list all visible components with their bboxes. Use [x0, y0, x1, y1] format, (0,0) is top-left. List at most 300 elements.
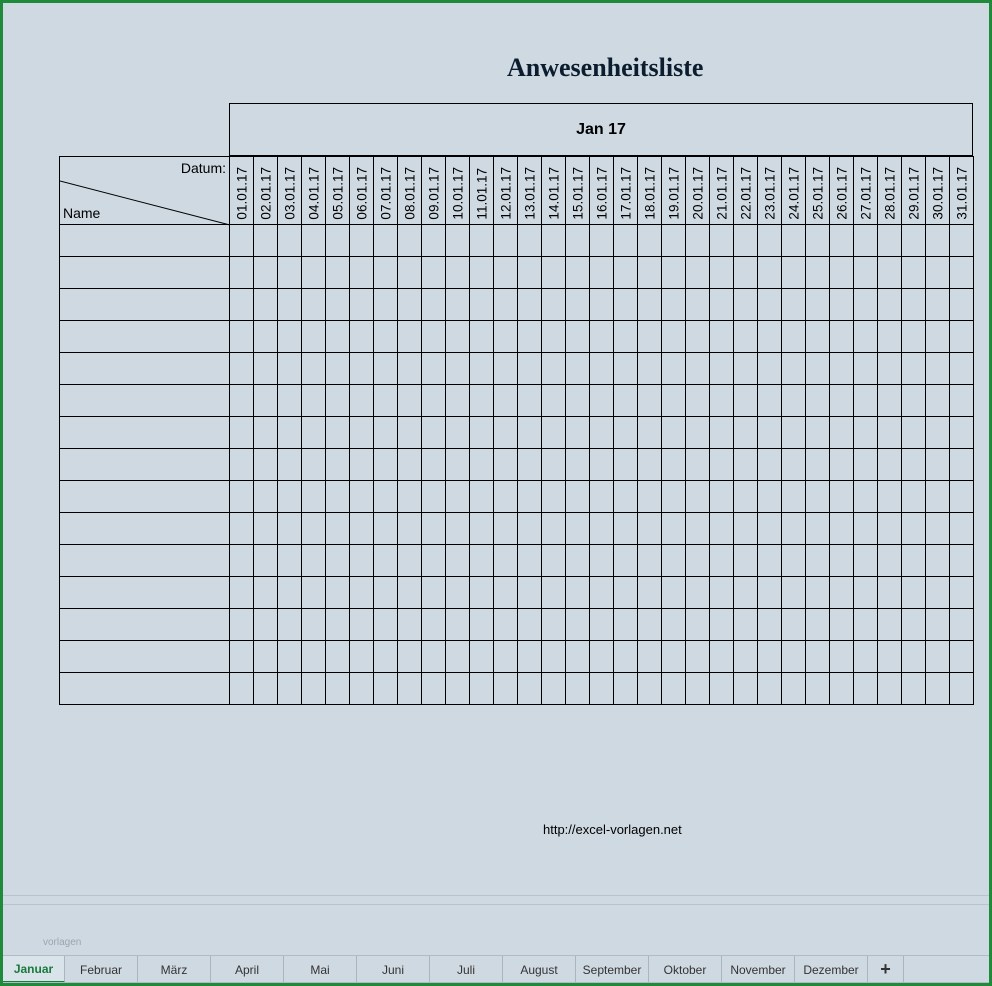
attendance-cell[interactable] — [638, 321, 662, 353]
attendance-cell[interactable] — [662, 641, 686, 673]
attendance-cell[interactable] — [782, 385, 806, 417]
attendance-cell[interactable] — [950, 481, 974, 513]
attendance-cell[interactable] — [734, 641, 758, 673]
attendance-cell[interactable] — [638, 225, 662, 257]
attendance-cell[interactable] — [302, 417, 326, 449]
attendance-cell[interactable] — [854, 641, 878, 673]
attendance-cell[interactable] — [374, 609, 398, 641]
attendance-cell[interactable] — [614, 545, 638, 577]
attendance-cell[interactable] — [374, 289, 398, 321]
attendance-cell[interactable] — [926, 673, 950, 705]
attendance-cell[interactable] — [638, 673, 662, 705]
attendance-cell[interactable] — [854, 449, 878, 481]
attendance-cell[interactable] — [398, 513, 422, 545]
attendance-cell[interactable] — [686, 289, 710, 321]
attendance-cell[interactable] — [806, 225, 830, 257]
date-header-cell[interactable] — [398, 157, 422, 225]
attendance-cell[interactable] — [542, 321, 566, 353]
attendance-cell[interactable] — [446, 353, 470, 385]
attendance-cell[interactable] — [470, 513, 494, 545]
attendance-cell[interactable] — [854, 513, 878, 545]
attendance-cell[interactable] — [350, 385, 374, 417]
attendance-cell[interactable] — [518, 449, 542, 481]
attendance-cell[interactable] — [758, 481, 782, 513]
date-header-cell[interactable] — [422, 157, 446, 225]
attendance-cell[interactable] — [878, 449, 902, 481]
attendance-cell[interactable] — [302, 321, 326, 353]
attendance-cell[interactable] — [326, 641, 350, 673]
attendance-cell[interactable] — [902, 513, 926, 545]
date-header-cell[interactable] — [902, 157, 926, 225]
attendance-cell[interactable] — [590, 513, 614, 545]
attendance-cell[interactable] — [950, 609, 974, 641]
attendance-cell[interactable] — [446, 545, 470, 577]
sheet-tab[interactable]: September — [576, 956, 649, 983]
attendance-cell[interactable] — [686, 257, 710, 289]
attendance-cell[interactable] — [518, 289, 542, 321]
attendance-cell[interactable] — [590, 673, 614, 705]
attendance-cell[interactable] — [830, 289, 854, 321]
attendance-cell[interactable] — [398, 353, 422, 385]
attendance-cell[interactable] — [566, 641, 590, 673]
attendance-cell[interactable] — [902, 321, 926, 353]
attendance-cell[interactable] — [542, 545, 566, 577]
attendance-cell[interactable] — [854, 609, 878, 641]
attendance-cell[interactable] — [950, 545, 974, 577]
attendance-cell[interactable] — [254, 673, 278, 705]
attendance-cell[interactable] — [830, 385, 854, 417]
attendance-cell[interactable] — [950, 449, 974, 481]
attendance-cell[interactable] — [926, 577, 950, 609]
attendance-cell[interactable] — [422, 353, 446, 385]
attendance-cell[interactable] — [326, 449, 350, 481]
attendance-cell[interactable] — [806, 641, 830, 673]
attendance-cell[interactable] — [326, 609, 350, 641]
attendance-cell[interactable] — [734, 225, 758, 257]
attendance-cell[interactable] — [230, 321, 254, 353]
date-header-cell[interactable] — [782, 157, 806, 225]
attendance-cell[interactable] — [518, 641, 542, 673]
attendance-cell[interactable] — [806, 321, 830, 353]
attendance-cell[interactable] — [518, 257, 542, 289]
attendance-cell[interactable] — [446, 481, 470, 513]
attendance-cell[interactable] — [518, 577, 542, 609]
attendance-cell[interactable] — [662, 353, 686, 385]
attendance-cell[interactable] — [710, 641, 734, 673]
attendance-cell[interactable] — [350, 641, 374, 673]
attendance-cell[interactable] — [710, 609, 734, 641]
attendance-cell[interactable] — [254, 577, 278, 609]
attendance-cell[interactable] — [542, 225, 566, 257]
attendance-cell[interactable] — [806, 257, 830, 289]
sheet-tab[interactable]: Juni — [357, 956, 430, 983]
attendance-cell[interactable] — [278, 417, 302, 449]
attendance-cell[interactable] — [398, 609, 422, 641]
attendance-cell[interactable] — [566, 353, 590, 385]
attendance-cell[interactable] — [398, 673, 422, 705]
attendance-cell[interactable] — [734, 481, 758, 513]
attendance-cell[interactable] — [542, 257, 566, 289]
attendance-cell[interactable] — [878, 609, 902, 641]
attendance-cell[interactable] — [254, 417, 278, 449]
attendance-cell[interactable] — [350, 577, 374, 609]
attendance-cell[interactable] — [350, 289, 374, 321]
date-header-cell[interactable] — [446, 157, 470, 225]
add-sheet-button[interactable]: + — [868, 956, 904, 983]
attendance-cell[interactable] — [662, 673, 686, 705]
attendance-cell[interactable] — [518, 545, 542, 577]
sheet-tab[interactable]: Mai — [284, 956, 357, 983]
attendance-cell[interactable] — [902, 673, 926, 705]
attendance-cell[interactable] — [398, 289, 422, 321]
attendance-cell[interactable] — [806, 673, 830, 705]
date-header-cell[interactable] — [254, 157, 278, 225]
attendance-cell[interactable] — [542, 449, 566, 481]
attendance-cell[interactable] — [326, 321, 350, 353]
attendance-cell[interactable] — [878, 225, 902, 257]
attendance-cell[interactable] — [590, 449, 614, 481]
attendance-cell[interactable] — [638, 513, 662, 545]
attendance-cell[interactable] — [470, 417, 494, 449]
attendance-cell[interactable] — [302, 609, 326, 641]
attendance-cell[interactable] — [566, 481, 590, 513]
attendance-cell[interactable] — [518, 321, 542, 353]
attendance-cell[interactable] — [686, 481, 710, 513]
name-cell[interactable] — [60, 225, 230, 257]
attendance-cell[interactable] — [926, 609, 950, 641]
attendance-cell[interactable] — [590, 545, 614, 577]
attendance-cell[interactable] — [686, 225, 710, 257]
attendance-cell[interactable] — [470, 449, 494, 481]
attendance-cell[interactable] — [710, 449, 734, 481]
attendance-cell[interactable] — [542, 385, 566, 417]
attendance-cell[interactable] — [950, 417, 974, 449]
attendance-cell[interactable] — [902, 577, 926, 609]
attendance-cell[interactable] — [422, 641, 446, 673]
attendance-cell[interactable] — [662, 609, 686, 641]
attendance-cell[interactable] — [518, 481, 542, 513]
date-header-cell[interactable] — [662, 157, 686, 225]
name-cell[interactable] — [60, 353, 230, 385]
attendance-cell[interactable] — [398, 577, 422, 609]
attendance-cell[interactable] — [278, 289, 302, 321]
attendance-cell[interactable] — [566, 513, 590, 545]
attendance-cell[interactable] — [902, 481, 926, 513]
date-header-cell[interactable] — [542, 157, 566, 225]
attendance-cell[interactable] — [854, 417, 878, 449]
attendance-cell[interactable] — [302, 353, 326, 385]
attendance-cell[interactable] — [950, 257, 974, 289]
attendance-cell[interactable] — [326, 577, 350, 609]
attendance-cell[interactable] — [710, 225, 734, 257]
attendance-cell[interactable] — [350, 609, 374, 641]
attendance-cell[interactable] — [926, 257, 950, 289]
attendance-cell[interactable] — [278, 481, 302, 513]
attendance-cell[interactable] — [830, 577, 854, 609]
attendance-cell[interactable] — [350, 449, 374, 481]
attendance-cell[interactable] — [782, 673, 806, 705]
name-cell[interactable] — [60, 385, 230, 417]
attendance-cell[interactable] — [710, 289, 734, 321]
attendance-cell[interactable] — [326, 545, 350, 577]
attendance-cell[interactable] — [734, 417, 758, 449]
attendance-cell[interactable] — [782, 417, 806, 449]
attendance-cell[interactable] — [326, 353, 350, 385]
attendance-cell[interactable] — [854, 673, 878, 705]
attendance-cell[interactable] — [446, 321, 470, 353]
attendance-cell[interactable] — [950, 385, 974, 417]
attendance-cell[interactable] — [926, 385, 950, 417]
attendance-cell[interactable] — [830, 609, 854, 641]
attendance-cell[interactable] — [350, 225, 374, 257]
attendance-cell[interactable] — [230, 673, 254, 705]
month-header[interactable]: Jan 17 — [229, 103, 973, 156]
attendance-cell[interactable] — [302, 673, 326, 705]
attendance-cell[interactable] — [278, 513, 302, 545]
attendance-cell[interactable] — [494, 609, 518, 641]
date-header-cell[interactable] — [686, 157, 710, 225]
attendance-cell[interactable] — [374, 513, 398, 545]
attendance-cell[interactable] — [494, 417, 518, 449]
attendance-cell[interactable] — [374, 353, 398, 385]
attendance-cell[interactable] — [926, 353, 950, 385]
attendance-cell[interactable] — [494, 257, 518, 289]
attendance-cell[interactable] — [542, 353, 566, 385]
attendance-cell[interactable] — [518, 225, 542, 257]
attendance-cell[interactable] — [806, 353, 830, 385]
attendance-cell[interactable] — [302, 257, 326, 289]
attendance-cell[interactable] — [758, 385, 782, 417]
name-cell[interactable] — [60, 481, 230, 513]
date-header-cell[interactable] — [350, 157, 374, 225]
attendance-cell[interactable] — [374, 321, 398, 353]
attendance-cell[interactable] — [926, 321, 950, 353]
attendance-cell[interactable] — [422, 385, 446, 417]
attendance-cell[interactable] — [230, 545, 254, 577]
name-cell[interactable] — [60, 449, 230, 481]
attendance-cell[interactable] — [806, 545, 830, 577]
attendance-cell[interactable] — [638, 545, 662, 577]
attendance-cell[interactable] — [470, 321, 494, 353]
attendance-cell[interactable] — [830, 225, 854, 257]
attendance-cell[interactable] — [614, 417, 638, 449]
attendance-cell[interactable] — [278, 673, 302, 705]
attendance-cell[interactable] — [542, 609, 566, 641]
attendance-cell[interactable] — [566, 417, 590, 449]
attendance-cell[interactable] — [494, 385, 518, 417]
date-header-cell[interactable] — [326, 157, 350, 225]
attendance-cell[interactable] — [950, 289, 974, 321]
attendance-cell[interactable] — [278, 577, 302, 609]
attendance-cell[interactable] — [302, 641, 326, 673]
attendance-cell[interactable] — [734, 257, 758, 289]
attendance-cell[interactable] — [470, 353, 494, 385]
attendance-cell[interactable] — [878, 577, 902, 609]
attendance-cell[interactable] — [470, 225, 494, 257]
attendance-cell[interactable] — [854, 577, 878, 609]
attendance-cell[interactable] — [614, 513, 638, 545]
date-header-cell[interactable] — [878, 157, 902, 225]
attendance-cell[interactable] — [470, 577, 494, 609]
attendance-cell[interactable] — [758, 609, 782, 641]
attendance-cell[interactable] — [470, 609, 494, 641]
attendance-cell[interactable] — [302, 289, 326, 321]
attendance-cell[interactable] — [422, 225, 446, 257]
attendance-cell[interactable] — [230, 385, 254, 417]
attendance-cell[interactable] — [782, 225, 806, 257]
attendance-cell[interactable] — [566, 545, 590, 577]
attendance-cell[interactable] — [278, 385, 302, 417]
attendance-cell[interactable] — [878, 481, 902, 513]
attendance-cell[interactable] — [926, 513, 950, 545]
name-cell[interactable] — [60, 417, 230, 449]
attendance-cell[interactable] — [422, 545, 446, 577]
attendance-cell[interactable] — [398, 481, 422, 513]
attendance-cell[interactable] — [278, 353, 302, 385]
attendance-cell[interactable] — [686, 385, 710, 417]
attendance-cell[interactable] — [734, 353, 758, 385]
attendance-cell[interactable] — [734, 545, 758, 577]
attendance-cell[interactable] — [446, 449, 470, 481]
attendance-cell[interactable] — [230, 417, 254, 449]
attendance-cell[interactable] — [878, 673, 902, 705]
attendance-cell[interactable] — [638, 609, 662, 641]
attendance-cell[interactable] — [710, 257, 734, 289]
attendance-cell[interactable] — [278, 449, 302, 481]
attendance-cell[interactable] — [830, 513, 854, 545]
attendance-cell[interactable] — [254, 449, 278, 481]
attendance-cell[interactable] — [782, 449, 806, 481]
attendance-cell[interactable] — [950, 577, 974, 609]
sheet-tab[interactable]: Oktober — [649, 956, 722, 983]
attendance-cell[interactable] — [878, 321, 902, 353]
attendance-cell[interactable] — [374, 481, 398, 513]
attendance-cell[interactable] — [230, 641, 254, 673]
attendance-cell[interactable] — [686, 673, 710, 705]
attendance-cell[interactable] — [302, 577, 326, 609]
sheet-tab[interactable]: Juli — [430, 956, 503, 983]
attendance-cell[interactable] — [494, 481, 518, 513]
name-cell[interactable] — [60, 641, 230, 673]
attendance-cell[interactable] — [422, 289, 446, 321]
attendance-cell[interactable] — [662, 225, 686, 257]
date-header-cell[interactable] — [302, 157, 326, 225]
attendance-cell[interactable] — [566, 321, 590, 353]
attendance-cell[interactable] — [590, 481, 614, 513]
attendance-cell[interactable] — [638, 417, 662, 449]
attendance-cell[interactable] — [758, 449, 782, 481]
attendance-cell[interactable] — [398, 225, 422, 257]
attendance-cell[interactable] — [446, 289, 470, 321]
name-cell[interactable] — [60, 257, 230, 289]
attendance-cell[interactable] — [806, 577, 830, 609]
attendance-cell[interactable] — [926, 289, 950, 321]
attendance-cell[interactable] — [686, 545, 710, 577]
attendance-cell[interactable] — [686, 321, 710, 353]
sheet-tab[interactable]: Dezember — [795, 956, 868, 983]
attendance-cell[interactable] — [782, 513, 806, 545]
attendance-cell[interactable] — [398, 257, 422, 289]
attendance-cell[interactable] — [614, 449, 638, 481]
attendance-cell[interactable] — [806, 417, 830, 449]
attendance-cell[interactable] — [494, 353, 518, 385]
attendance-cell[interactable] — [590, 417, 614, 449]
attendance-cell[interactable] — [374, 385, 398, 417]
attendance-cell[interactable] — [734, 577, 758, 609]
attendance-cell[interactable] — [398, 545, 422, 577]
attendance-cell[interactable] — [758, 513, 782, 545]
attendance-cell[interactable] — [614, 385, 638, 417]
attendance-cell[interactable] — [758, 577, 782, 609]
attendance-cell[interactable] — [878, 289, 902, 321]
attendance-cell[interactable] — [734, 513, 758, 545]
attendance-cell[interactable] — [422, 481, 446, 513]
attendance-cell[interactable] — [614, 481, 638, 513]
attendance-cell[interactable] — [494, 321, 518, 353]
attendance-cell[interactable] — [614, 225, 638, 257]
attendance-cell[interactable] — [254, 513, 278, 545]
attendance-cell[interactable] — [926, 417, 950, 449]
date-header-cell[interactable] — [734, 157, 758, 225]
attendance-cell[interactable] — [926, 449, 950, 481]
sheet-tab[interactable]: Januar — [3, 956, 65, 983]
attendance-cell[interactable] — [854, 257, 878, 289]
attendance-cell[interactable] — [878, 513, 902, 545]
attendance-cell[interactable] — [878, 545, 902, 577]
attendance-cell[interactable] — [518, 673, 542, 705]
sheet-tab[interactable]: März — [138, 956, 211, 983]
attendance-cell[interactable] — [734, 385, 758, 417]
attendance-cell[interactable] — [926, 225, 950, 257]
attendance-cell[interactable] — [662, 545, 686, 577]
attendance-cell[interactable] — [398, 321, 422, 353]
attendance-cell[interactable] — [662, 513, 686, 545]
attendance-cell[interactable] — [278, 225, 302, 257]
attendance-cell[interactable] — [734, 609, 758, 641]
attendance-cell[interactable] — [302, 481, 326, 513]
attendance-cell[interactable] — [494, 289, 518, 321]
attendance-cell[interactable] — [686, 449, 710, 481]
attendance-cell[interactable] — [638, 641, 662, 673]
attendance-cell[interactable] — [926, 545, 950, 577]
attendance-cell[interactable] — [782, 545, 806, 577]
attendance-cell[interactable] — [614, 353, 638, 385]
sheet-tab[interactable]: November — [722, 956, 795, 983]
attendance-cell[interactable] — [758, 257, 782, 289]
attendance-cell[interactable] — [638, 257, 662, 289]
attendance-cell[interactable] — [710, 321, 734, 353]
attendance-cell[interactable] — [254, 225, 278, 257]
attendance-cell[interactable] — [566, 289, 590, 321]
attendance-cell[interactable] — [254, 385, 278, 417]
attendance-cell[interactable] — [950, 353, 974, 385]
attendance-cell[interactable] — [350, 353, 374, 385]
attendance-cell[interactable] — [950, 641, 974, 673]
attendance-cell[interactable] — [710, 353, 734, 385]
attendance-cell[interactable] — [590, 609, 614, 641]
attendance-cell[interactable] — [470, 481, 494, 513]
date-header-cell[interactable] — [926, 157, 950, 225]
attendance-cell[interactable] — [710, 385, 734, 417]
attendance-cell[interactable] — [854, 289, 878, 321]
attendance-cell[interactable] — [374, 257, 398, 289]
attendance-cell[interactable] — [830, 257, 854, 289]
attendance-cell[interactable] — [686, 577, 710, 609]
attendance-cell[interactable] — [782, 641, 806, 673]
attendance-cell[interactable] — [566, 609, 590, 641]
attendance-cell[interactable] — [614, 257, 638, 289]
attendance-cell[interactable] — [518, 513, 542, 545]
